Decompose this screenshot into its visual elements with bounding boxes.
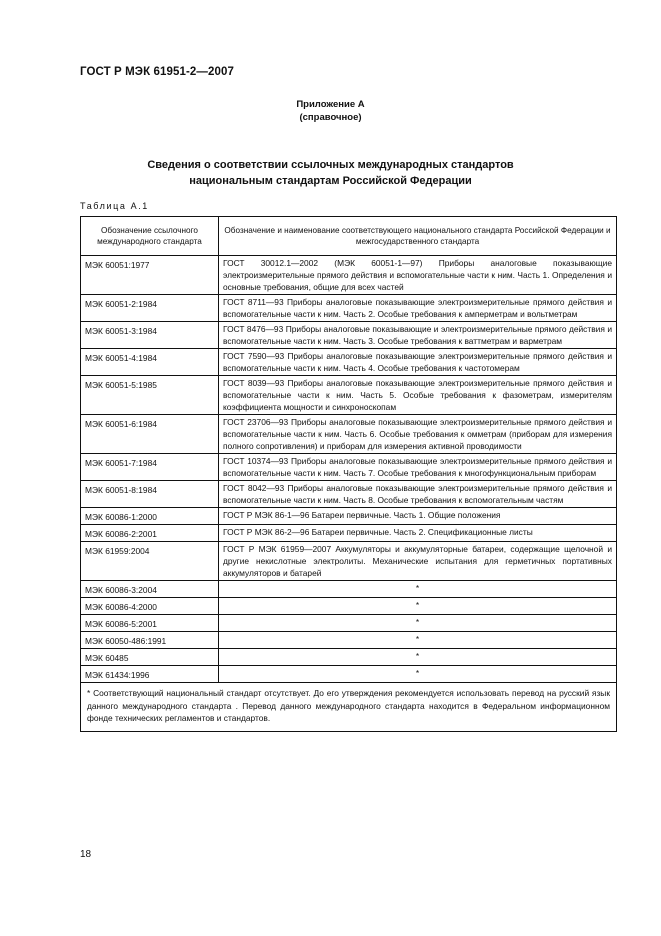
standard-description: ГОСТ 23706—93 Приборы аналоговые показывающие электроизмерительные прямого действия и вспомогательные части к ним. Часть 6. Особые требования к омметрам (приборам для измерения полного сопротивления) и приборам для измерения активной проводимости — [219, 415, 617, 454]
table-row — [81, 481, 617, 508]
standard-code: МЭК 60485 — [81, 649, 219, 666]
no-national-standard-mark: * — [219, 581, 617, 598]
standard-code: МЭК 60051-6:1984 — [81, 415, 219, 454]
table-row — [81, 349, 617, 376]
section-title-line-2: национальным стандартам Российской Федерации — [189, 175, 472, 187]
standard-code: МЭК 60051:1977 — [81, 256, 219, 295]
standard-description: ГОСТ 10374—93 Приборы аналоговые показывающие электроизмерительные прямого действия и вспомогательные части к ним. Часть 7. Особые требования к многофункциональным приборам — [219, 454, 617, 481]
table-footnote: * Соответствующий национальный стандарт отсутствует. До его утверждения рекомендуется использовать перевод на русский язык данного международного стандарта . Перевод данного международного стандарта находится в Федеральном информационном фонде технических регламентов и стандартов. — [81, 683, 617, 732]
correspondence-table — [80, 216, 617, 732]
document-header: ГОСТ Р МЭК 61951-2—2007 — [80, 66, 234, 78]
no-national-standard-mark: * — [219, 632, 617, 649]
no-national-standard-mark: * — [219, 666, 617, 683]
table-row — [81, 598, 617, 615]
standard-code: МЭК 60051-5:1985 — [81, 376, 219, 415]
table-row — [81, 615, 617, 632]
standard-description: ГОСТ Р МЭК 61959—2007 Аккумуляторы и аккумуляторные батареи, содержащие щелочной и другие некислотные электролиты. Механические испытания для герметичных портативных аккумуляторов и батарей — [219, 542, 617, 581]
standard-code: МЭК 60051-3:1984 — [81, 322, 219, 349]
table-header-row — [81, 217, 617, 256]
table-row — [81, 666, 617, 683]
table-row — [81, 508, 617, 525]
standard-description: ГОСТ 30012.1—2002 (МЭК 60051-1—97) Приборы аналоговые показывающие электроизмерительные прямого действия и вспомогательные части к ним. Часть 1. Определения и основные требования, общие для всех частей — [219, 256, 617, 295]
table-row — [81, 632, 617, 649]
standard-code: МЭК 60086-3:2004 — [81, 581, 219, 598]
standard-code: МЭК 61959:2004 — [81, 542, 219, 581]
standard-code: МЭК 60086-1:2000 — [81, 508, 219, 525]
standard-code: МЭК 61434:1996 — [81, 666, 219, 683]
table-row — [81, 295, 617, 322]
table-row — [81, 649, 617, 666]
page-number: 18 — [80, 849, 92, 860]
standard-description: ГОСТ Р МЭК 86-1—96 Батареи первичные. Часть 1. Общие положения — [219, 508, 617, 525]
standard-description: ГОСТ 7590—93 Приборы аналоговые показывающие электроизмерительные прямого действия и вспомогательные части к ним. Часть 4. Особые требования к частотомерам — [219, 349, 617, 376]
standard-code: МЭК 60050-486:1991 — [81, 632, 219, 649]
table-row — [81, 542, 617, 581]
standard-description: ГОСТ 8711—93 Приборы аналоговые показывающие электроизмерительные прямого действия и вспомогательные части к ним. Часть 2. Особые требования к амперметрам и вольтметрам — [219, 295, 617, 322]
standard-code: МЭК 60086-4:2000 — [81, 598, 219, 615]
section-title — [60, 157, 601, 189]
table-row — [81, 322, 617, 349]
table-row — [81, 415, 617, 454]
table-row — [81, 256, 617, 295]
table-row — [81, 525, 617, 542]
standard-code: МЭК 60051-8:1984 — [81, 481, 219, 508]
table-row — [81, 376, 617, 415]
no-national-standard-mark: * — [219, 615, 617, 632]
header-national-standard: Обозначение и наименование соответствующего национального стандарта Российской Федерации и межгосударственного стандарта — [219, 217, 617, 256]
appendix-subtitle: (справочное) — [299, 112, 362, 123]
standard-description: ГОСТ 8042—93 Приборы аналоговые показывающие электроизмерительные прямого действия и вспомогательные части к ним. Часть 8. Особые требования к вспомогательным частям — [219, 481, 617, 508]
standard-code: МЭК 60086-2:2001 — [81, 525, 219, 542]
standard-description: ГОСТ 8039—93 Приборы аналоговые показывающие электроизмерительные прямого действия и вспомогательные части к ним. Часть 5. Особые требования к фазометрам, измерителям коэффициента мощности и синхроноскопам — [219, 376, 617, 415]
table-label: Таблица А.1 — [80, 201, 149, 211]
table-row — [81, 454, 617, 481]
header-international-standard: Обозначение ссылочного международного стандарта — [81, 217, 219, 256]
no-national-standard-mark: * — [219, 649, 617, 666]
standard-description: ГОСТ 8476—93 Приборы аналоговые показывающие и электроизмерительные прямого действия и вспомогательные части к ним. Часть 3. Особые требования к ваттметрам и варметрам — [219, 322, 617, 349]
table-footnote-row — [81, 683, 617, 732]
standard-code: МЭК 60051-2:1984 — [81, 295, 219, 322]
standard-description: ГОСТ Р МЭК 86-2—96 Батареи первичные. Часть 2. Спецификационные листы — [219, 525, 617, 542]
no-national-standard-mark: * — [219, 598, 617, 615]
appendix-title: Приложение А — [296, 99, 365, 110]
standard-code: МЭК 60086-5:2001 — [81, 615, 219, 632]
section-title-line-1: Сведения о соответствии ссылочных международных стандартов — [147, 159, 514, 171]
table-row — [81, 581, 617, 598]
standard-code: МЭК 60051-4:1984 — [81, 349, 219, 376]
standard-code: МЭК 60051-7:1984 — [81, 454, 219, 481]
